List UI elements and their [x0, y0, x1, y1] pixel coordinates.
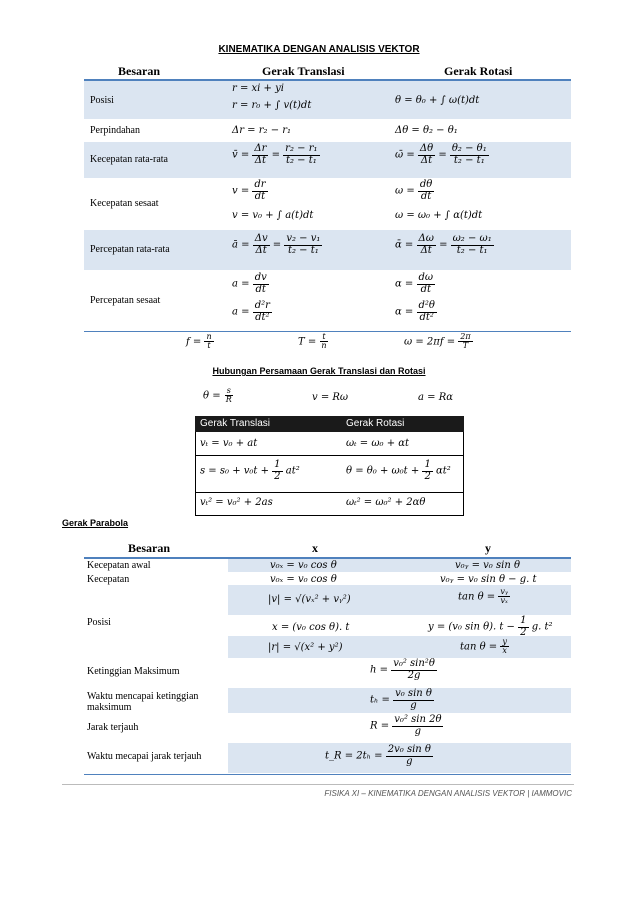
- table1-header-besaran: Besaran: [118, 64, 160, 78]
- eq-instv-t1: v = $\frac{dr}{dt}$: [232, 179, 266, 202]
- parabola-label-waktu-jarak: Waktu mecapai jarak terjauh: [87, 751, 202, 762]
- eq-insta-t2: a = $\frac{\text{d²r}}{\text{dt²}}$: [232, 300, 270, 323]
- page-title: KINEMATIKA DENGAN ANALISIS VEKTOR: [218, 44, 420, 55]
- parabola-label-kecepatan-awal: Kecepatan awal: [87, 560, 151, 571]
- footer-rule: [62, 784, 574, 785]
- parabola-header-x: x: [312, 541, 318, 555]
- eq-pos-t2: r = r₀ + ∫ v(t)dt: [232, 100, 312, 111]
- row-label-percepatan-rata: Percepatan rata-rata: [90, 244, 170, 255]
- eq-pos-t1: r = xi + yi: [232, 83, 284, 94]
- eq-rel-s: s = s₀ + v₀t + $\frac{1}{2}$ at²: [200, 459, 300, 482]
- table1-bottom-rule: [84, 331, 571, 332]
- eq-avgv-t: v̄ = $\frac{\Delta r}{\Delta t}$ = $\frac{\text{r₂ − r₁}}{\text{t₂ − t₁}}$: [232, 143, 318, 166]
- eq-avga-r: ᾱ = $\frac{\Delta\omega}{\Delta t}$ = $\frac{\text{ω₂ − ω₁}}{\text{t₂ − t₁}}$: [395, 233, 492, 256]
- eq-rel-vt: vₜ = v₀ + at: [200, 438, 258, 449]
- parabola-label-ketinggian: Ketinggian Maksimum: [87, 666, 180, 677]
- parabola-label-posisi: Posisi: [87, 617, 111, 628]
- eq-avga-t: ā = $\frac{\Delta v}{\Delta t}$ = $\frac{\text{v₂ − v₁}}{\text{t₂ − t₁}}$: [232, 233, 321, 256]
- eq-rmag: |r| = √(x² + y²): [268, 642, 343, 653]
- eq-angular-frequency: ω = 2πf = $\frac{2\pi}{T}$: [404, 332, 471, 351]
- eq-R-max: R = $\frac{\text{v₀² sin 2θ}}{g}$: [370, 714, 442, 737]
- eq-t-R: t_R = 2tₕ = $\frac{\text{2v₀ sin θ}}{g}$: [325, 744, 431, 767]
- eq-rel-wt2: ωₜ² = ω₀² + 2αθ: [346, 497, 426, 508]
- row-label-kecepatan-sesaat: Kecepatan sesaat: [90, 198, 159, 209]
- eq-tan-r: tan θ = $\frac{y}{x}$: [460, 637, 507, 656]
- table1-header-translasi: Gerak Translasi: [262, 64, 345, 78]
- eq-v0y: v₀ᵧ = v₀ sin θ: [455, 560, 520, 571]
- parabola-header-y: y: [485, 541, 491, 555]
- eq-disp-r: Δθ = θ₂ − θ₁: [395, 125, 458, 136]
- parabola-title: Gerak Parabola: [62, 518, 129, 528]
- relation-header-translasi: Gerak Translasi: [200, 418, 271, 429]
- eq-insta-t1: a = $\frac{dv}{dt}$: [232, 272, 267, 295]
- eq-theta-s-R: θ = $\frac{s}{R}$: [203, 386, 232, 405]
- parabola-label-waktu-puncak: Waktu mencapai ketinggian maksimum: [87, 691, 199, 713]
- eq-period: T = $\frac{t}{n}$: [298, 332, 327, 351]
- row-label-posisi: Posisi: [90, 95, 114, 106]
- eq-t-h: tₕ = $\frac{\text{v₀ sin θ}}{g}$: [370, 688, 432, 711]
- parabola-label-kecepatan: Kecepatan: [87, 574, 130, 585]
- page-footer: FISIKA XI – KINEMATIKA DENGAN ANALISIS VEKTOR | IAMMOVIC: [324, 789, 572, 798]
- eq-insta-r2: α = $\frac{\text{d²θ}}{\text{dt²}}$: [395, 300, 435, 323]
- relation-header-rotasi: Gerak Rotasi: [346, 418, 405, 429]
- parabola-bottom-rule: [84, 774, 571, 775]
- eq-vmag: |v| = √(vₓ² + vᵧ²): [268, 594, 351, 605]
- eq-rel-vt2: vₜ² = v₀² + 2as: [200, 497, 273, 508]
- relation-title: Hubungan Persamaan Gerak Translasi dan Rotasi: [212, 366, 426, 376]
- eq-h-max: h = $\frac{\text{v₀² sin²θ}}{2g}$: [370, 658, 435, 681]
- parabola-label-jarak-terjauh: Jarak terjauh: [87, 722, 139, 733]
- eq-y-pos: y = (v₀ sin θ). t − $\frac{1}{2}$ g. t²: [428, 615, 553, 638]
- eq-avgv-r: ω̄ = $\frac{\Delta\theta}{\Delta t}$ = $\frac{\text{θ₂ − θ₁}}{\text{t₂ − t₁}}$: [395, 143, 487, 166]
- eq-tan-v: tan θ = $\frac{\text{vᵧ}}{\text{vₓ}}$: [458, 587, 508, 606]
- row-label-kecepatan-rata: Kecepatan rata-rata: [90, 154, 168, 165]
- eq-a-Ralpha: a = Rα: [418, 392, 453, 403]
- eq-instv-r1: ω = $\frac{d\theta}{dt}$: [395, 179, 433, 202]
- row-label-percepatan-sesaat: Percepatan sesaat: [90, 295, 161, 306]
- eq-rel-wt: ωₜ = ω₀ + αt: [346, 438, 410, 449]
- eq-insta-r1: α = $\frac{d\omega}{dt}$: [395, 272, 434, 295]
- eq-pos-r: θ = θ₀ + ∫ ω(t)dt: [395, 95, 480, 106]
- eq-rel-theta: θ = θ₀ + ω₀t + $\frac{1}{2}$ αt²: [346, 459, 451, 482]
- relation-row-divider-1: [195, 455, 464, 456]
- eq-v-Romega: v = Rω: [312, 392, 349, 403]
- parabola-header-besaran: Besaran: [128, 541, 170, 555]
- row-label-perpindahan: Perpindahan: [90, 125, 140, 136]
- relation-row-divider-2: [195, 492, 464, 493]
- table1-header-rotasi: Gerak Rotasi: [444, 64, 513, 78]
- eq-x-pos: x = (v₀ cos θ). t: [272, 622, 350, 633]
- eq-frequency: f = $\frac{n}{t}$: [186, 332, 212, 351]
- eq-instv-t2: v = v₀ + ∫ a(t)dt: [232, 210, 314, 221]
- eq-vy: v₀ᵧ = v₀ sin θ − g. t: [440, 574, 537, 585]
- eq-disp-t: Δr = r₂ − r₁: [232, 125, 292, 136]
- eq-v0x: v₀ₓ = v₀ cos θ: [270, 560, 337, 571]
- table1-band-posisi: [84, 81, 571, 119]
- eq-vx: v₀ₓ = v₀ cos θ: [270, 574, 337, 585]
- eq-instv-r2: ω = ω₀ + ∫ α(t)dt: [395, 210, 483, 221]
